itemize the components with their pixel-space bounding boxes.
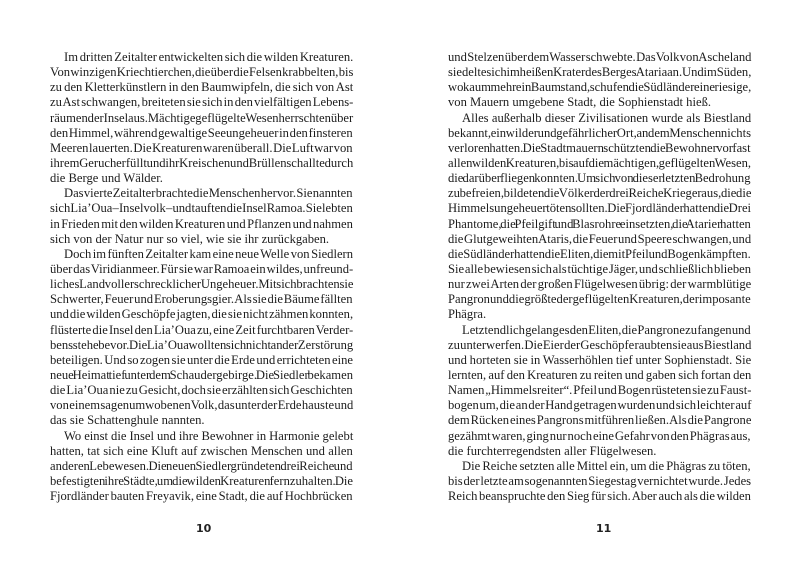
page-number-left: 10 — [196, 522, 212, 535]
text-line: bekannt, ein wilder und gefährlicher Ort, an dem Menschen nichts — [448, 125, 751, 140]
right-page — [400, 0, 800, 568]
text-line: Doch im fünften Zeitalter kam eine neue Welle von Siedlern — [64, 246, 354, 261]
text-line: zu befreien, bildeten die Völker der drei Reiche Krieger aus, die die — [448, 186, 752, 201]
text-line: Das vierte Zeitalter brachte die Menschen hervor. Sie nannten — [64, 186, 353, 201]
text-line: Meeren lauerten. Die Kreaturen waren überall. Die Luft war von — [50, 140, 353, 155]
text-line: Himmelsungeheuer töten sollten. Die Fjordländer hatten die Drei — [448, 201, 752, 216]
text-line: den Himmel, während gewaltige Seeungeheuer in den finsteren — [50, 125, 353, 140]
text-line: die darüber fliegen konnten. Um sich von dieser letzten Bedrohung — [448, 171, 751, 186]
text-line: Alles außerhalb dieser Zivilisationen wurde als Biestland — [462, 110, 752, 125]
text-line: dem Rücken eines Pangrons mitführen ließen. Als die Pangrone — [448, 413, 752, 428]
text-line: und Stelzen über dem Wasser schwebte. Das Volk von Ascheland — [448, 50, 752, 64]
text-line: die Berge und Wälder. — [50, 171, 163, 186]
text-line: Die Reiche setzten alle Mittel ein, um die Phägras zu töten, — [462, 458, 751, 473]
text-line: neue Heimat tief unter dem Schaudergebirge. Die Siedler bekamen — [50, 367, 353, 382]
text-line: gezähmt waren, ging nur noch eine Gefahr von den Phägras aus, — [448, 428, 751, 443]
text-line: sich Lia’Oua – Inselvolk – und tauften die Insel Ramoa. Sie lebten — [50, 201, 353, 216]
text-line: befestigten ihre Städte, um die wilden Kreaturen fernzuhalten. Die — [50, 473, 354, 488]
text-line: Schwerter, Feuer und Eroberungsgier. Als sie die Bäume fällten — [50, 292, 353, 307]
text-line: Sie alle bewiesen sich als tüchtige Jäger, und schließlich blieben — [448, 261, 752, 276]
right-page-text-column — [448, 50, 751, 504]
text-line: die Lia’Oua nie zu Gesicht, doch sie erzählten sich Geschichten — [50, 383, 353, 398]
text-line: von Mauern umgebene Stadt, die Sophienstadt hieß. — [448, 95, 712, 110]
page-number-right: 11 — [596, 522, 612, 535]
text-line: Reich beanspruchte den Sieg für sich. Aber auch als die wilden — [448, 489, 751, 504]
text-line: über das Viridianmeer. Für sie war Ramoa ein wildes, unfreund- — [50, 261, 354, 276]
text-line: räumen der Insel aus. Mächtige geflügelte Wesen herrschten über — [50, 110, 354, 125]
left-page-text-column — [50, 50, 353, 504]
text-line: ihrem Geruch erfüllt und ihr Kreischen und Brüllen schallte durch — [50, 155, 354, 170]
text-line: Namen „Himmelsreiter“. Pfeil und Bogen rüsteten sie zu Faust- — [448, 383, 752, 398]
text-line: beteiligen. Und so zogen sie unter die Erde und errichteten eine — [50, 352, 353, 367]
text-line: die Südländer hatten die Eliten, die mit Pfeil und Bogen kämpften. — [448, 246, 751, 261]
text-line: Im dritten Zeitalter entwickelten sich die wilden Kreaturen. — [64, 50, 354, 64]
text-line: Von winzigen Kriechtierchen, die über die Felsen krabbelten, bis — [50, 65, 354, 80]
text-line: hatten, tat sich eine Kluft auf zwischen Menschen und allen — [50, 443, 353, 458]
text-line: lernten, auf den Kreaturen zu reiten und gaben sich fortan den — [448, 367, 752, 382]
text-line: bis der letzte am sogenannten Siegestag vernichtet wurde. Jedes — [448, 473, 752, 488]
text-line: von einem sagenumwobenen Volk, das unter der Erde hauste und — [50, 398, 354, 413]
text-line: wo kaum mehr ein Baum stand, schufen die Südländer eine riesige, — [448, 80, 752, 95]
text-line: und horteten sie in Wasserhöhlen tief unter Sophienstadt. Sie — [448, 352, 752, 367]
text-line: und die wilden Geschöpfe jagten, die sie nicht zähmen konnten, — [50, 307, 354, 322]
text-line: bogen um, die an der Hand getragen wurden und sich leichter auf — [448, 398, 752, 413]
text-line: die Glutgeweihten Ataris, die Feuer und Speere schwangen, und — [448, 231, 752, 246]
text-line: Phantome, die Pfeilgift und Blasrohre einsetzten, die Atarier hatten — [448, 216, 751, 231]
text-line: sich von der Natur nur so viel, wie sie ihr zurückgaben. — [50, 231, 330, 246]
text-line: bens stehe bevor. Die Lia’Oua wollten sich nicht an der Zerstörung — [50, 337, 354, 352]
text-line: das sie Schattenghule nannten. — [50, 413, 205, 428]
text-line: verloren hatten. Die Stadtmauern schützten die Bewohner vor fast — [448, 140, 751, 155]
text-line: zu den Kletterkünstlern in den Baumwipfeln, die sich von Ast — [50, 80, 354, 95]
text-line: die furchterregendsten aller Flügelwesen. — [448, 443, 657, 458]
text-line: nur zwei Arten der großen Flügelwesen übrig: der warmblütige — [448, 277, 752, 292]
text-line: siedelte sich im heißen Krater des Berges Ataria an. Und im Süden, — [448, 65, 752, 80]
text-line: Pangron und die größte der geflügelten Kreaturen, der imposante — [448, 292, 751, 307]
text-line: Fjordländer bauten Freyavik, eine Stadt, die auf Hochbrücken — [50, 489, 353, 504]
text-line: zu Ast schwangen, breiteten sie sich in den vielfältigen Lebens- — [50, 95, 354, 110]
text-line: Letztendlich gelang es den Eliten, die Pangrone zu fangen und — [462, 322, 751, 337]
text-line: Wo einst die Insel und ihre Bewohner in Harmonie gelebt — [64, 428, 354, 443]
text-line: anderen Lebewesen. Die neuen Siedler gründeten drei Reiche und — [50, 458, 353, 473]
text-line: liches Land voller schrecklicher Ungeheuer. Mit sich brachten sie — [50, 277, 354, 292]
text-line: Phägra. — [448, 307, 487, 322]
text-line: zu unterwerfen. Die Eier der Geschöpfe raubten sie aus Biestland — [448, 337, 752, 352]
text-line: allen wilden Kreaturen, bis auf die mächtigen, geflügelten Wesen, — [448, 155, 752, 170]
text-line: in Frieden mit den wilden Kreaturen und Pflanzen und nahmen — [50, 216, 353, 231]
text-line: flüsterte die Insel den Lia’Oua zu, eine Zeit furchtbaren Verder- — [50, 322, 354, 337]
